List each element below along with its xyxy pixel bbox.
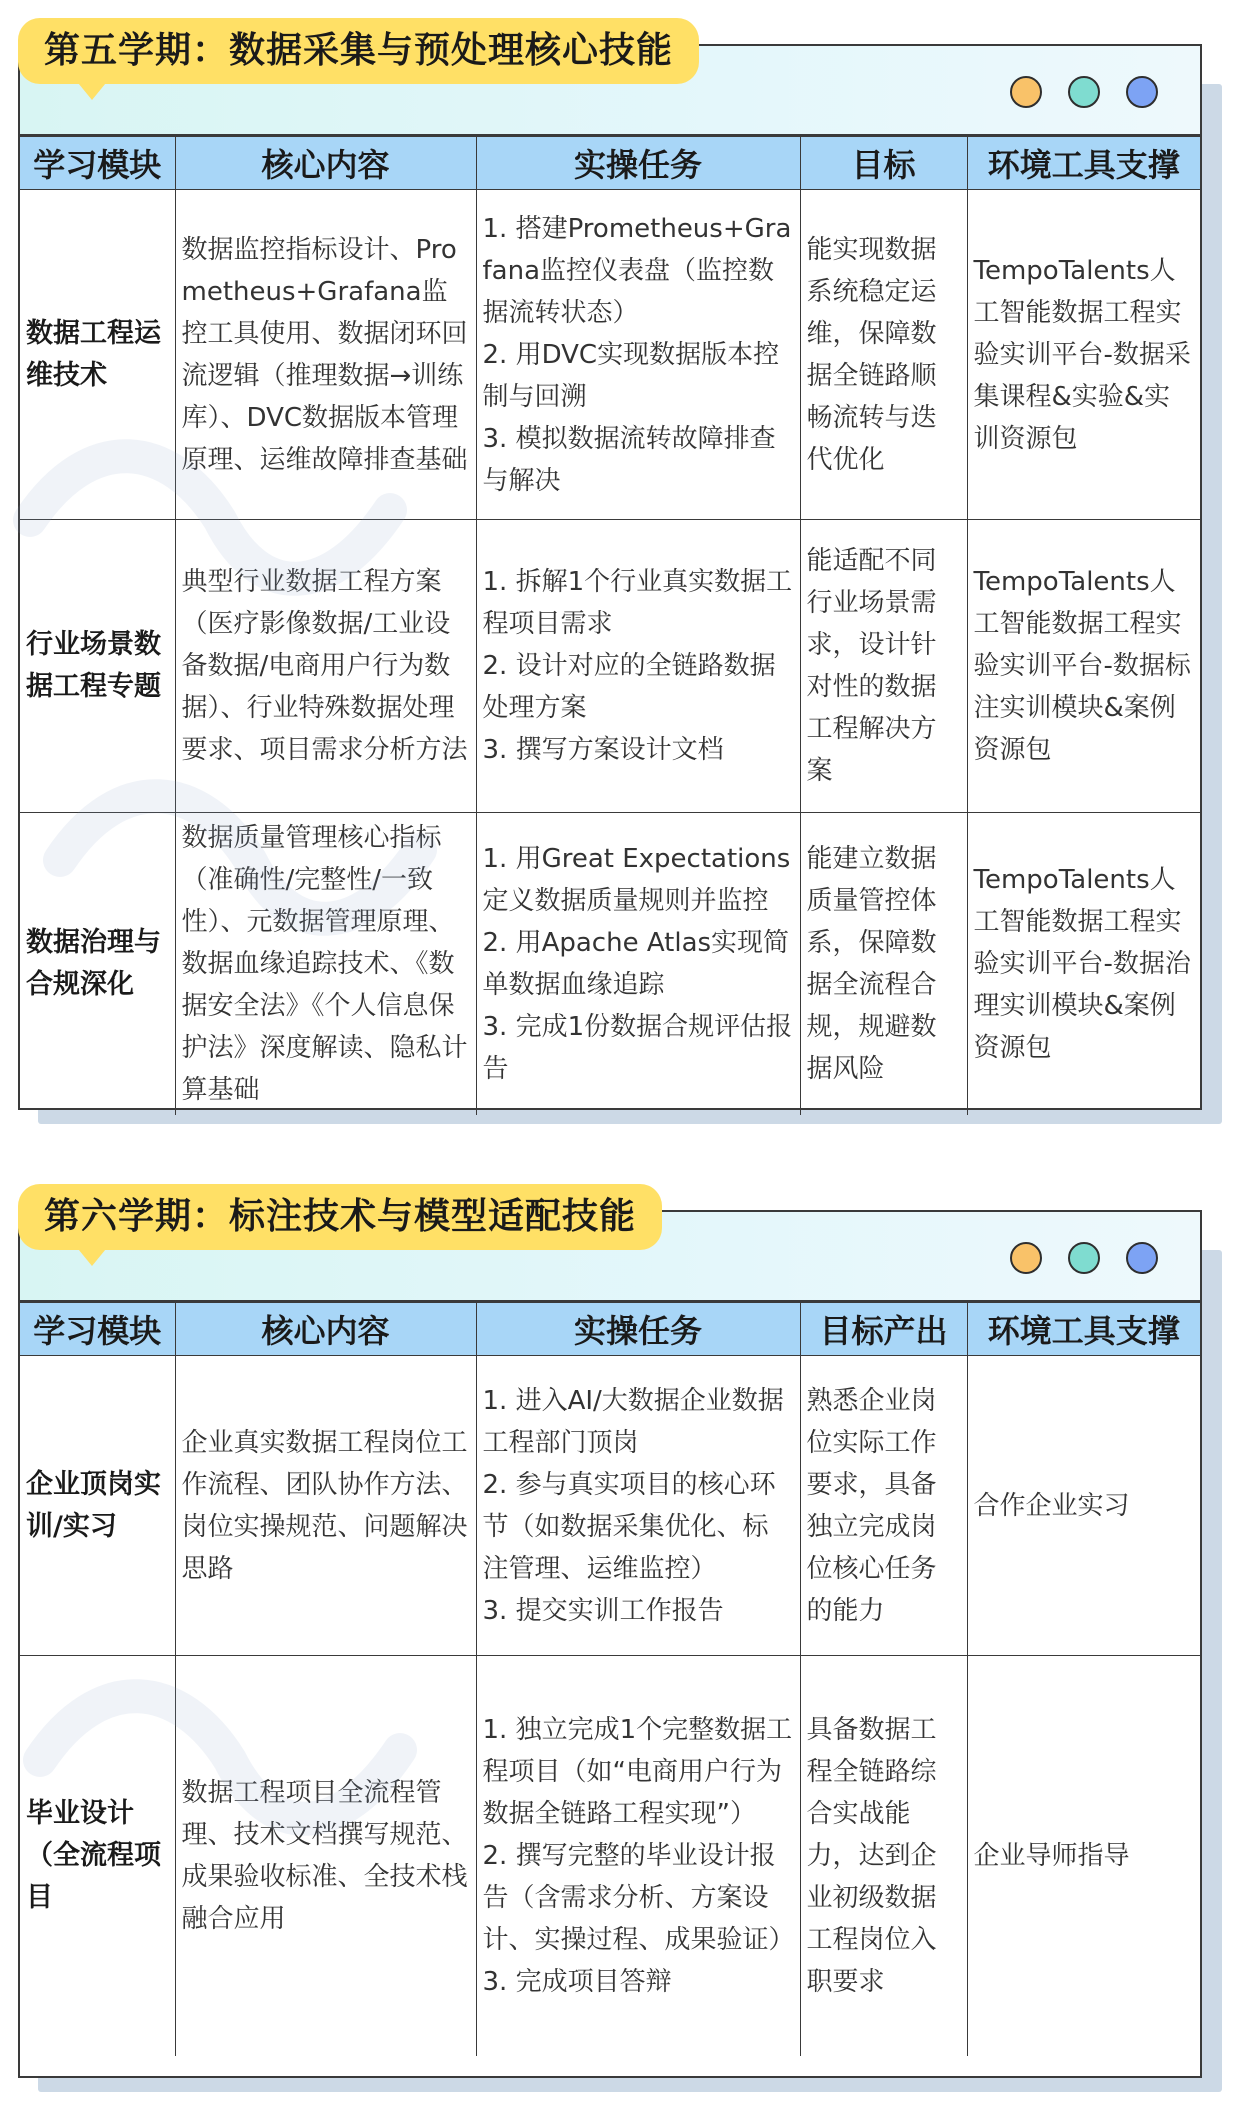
header-tools: 环境工具支撑 bbox=[967, 1303, 1200, 1356]
blue-dot-icon bbox=[1126, 76, 1158, 108]
header-module: 学习模块 bbox=[20, 137, 175, 190]
task-item: 2. 撰写完整的毕业设计报告（含需求分析、方案设计、实操过程、成果验证） bbox=[482, 1840, 795, 1955]
task-item: 1. 独立完成1个完整数据工程项目（如“电商用户行为数据全链路工程实现”） bbox=[482, 1714, 793, 1829]
goal-cell: 能实现数据系统稳定运维，保障数据全链路顺畅流转与迭代优化 bbox=[800, 190, 967, 520]
teal-dot-icon bbox=[1068, 76, 1100, 108]
task-item: 1. 搭建Prometheus+Grafana监控仪表盘（监控数据流转状态） bbox=[482, 213, 792, 328]
header-module: 学习模块 bbox=[20, 1303, 175, 1356]
table-header-row bbox=[20, 1303, 1200, 1356]
task-item: 3. 撰写方案设计文档 bbox=[482, 735, 724, 765]
semester5-card bbox=[18, 44, 1202, 1110]
semester6-card bbox=[18, 1210, 1202, 2078]
tools-cell: TempoTalents人工智能数据工程实验实训平台-数据采集课程&实验&实训资源包 bbox=[967, 190, 1200, 520]
table-row bbox=[20, 1656, 1200, 2056]
window-dots bbox=[1010, 1242, 1158, 1274]
module-cell: 数据治理与合规深化 bbox=[20, 813, 175, 1116]
task-item: 3. 完成项目答辩 bbox=[482, 1966, 672, 1997]
semester6-section bbox=[18, 1184, 1202, 2078]
header-content: 核心内容 bbox=[175, 137, 476, 190]
module-cell: 数据工程运维技术 bbox=[20, 190, 175, 520]
header-content: 核心内容 bbox=[175, 1303, 476, 1356]
tools-cell: TempoTalents人工智能数据工程实验实训平台-数据治理实训模块&案例资源包 bbox=[967, 813, 1200, 1116]
semester5-section bbox=[18, 18, 1202, 1110]
table-row bbox=[20, 813, 1200, 1116]
orange-dot-icon bbox=[1010, 76, 1042, 108]
tools-cell: TempoTalents人工智能数据工程实验实训平台-数据标注实训模块&案例资源包 bbox=[967, 520, 1200, 813]
content-cell: 数据质量管理核心指标（准确性/完整性/一致性）、元数据管理原理、数据血缘追踪技术、《数据安全法》《个人信息保护法》深度解读、隐私计算基础 bbox=[175, 813, 476, 1116]
task-item: 3. 完成1份数据合规评估报告 bbox=[482, 1012, 793, 1084]
tools-cell: 企业导师指导 bbox=[967, 1656, 1200, 2056]
task-item: 3. 提交实训工作报告 bbox=[482, 1595, 724, 1626]
semester6-table bbox=[20, 1302, 1200, 2056]
header-tools: 环境工具支撑 bbox=[967, 137, 1200, 190]
semester5-table bbox=[20, 136, 1200, 1115]
tasks-cell bbox=[476, 520, 800, 813]
table-row bbox=[20, 1356, 1200, 1656]
header-tasks: 实操任务 bbox=[476, 1303, 800, 1356]
content-cell: 数据监控指标设计、Prometheus+Grafana监控工具使用、数据闭环回流逻辑（推理数据→训练库）、DVC数据版本管理原理、运维故障排查基础 bbox=[175, 190, 476, 520]
tasks-cell bbox=[476, 1656, 800, 2056]
task-item: 1. 用Great Expectations定义数据质量规则并监控 bbox=[482, 844, 791, 916]
module-cell: 毕业设计（全流程项目 bbox=[20, 1656, 175, 2056]
orange-dot-icon bbox=[1010, 1242, 1042, 1274]
task-item: 1. 拆解1个行业真实数据工程项目需求 bbox=[482, 567, 793, 639]
table-header-row bbox=[20, 137, 1200, 190]
module-cell: 行业场景数据工程专题 bbox=[20, 520, 175, 813]
goal-cell: 熟悉企业岗位实际工作要求，具备独立完成岗位核心任务的能力 bbox=[800, 1356, 967, 1656]
tools-cell: 合作企业实习 bbox=[967, 1356, 1200, 1656]
task-item: 2. 参与真实项目的核心环节（如数据采集优化、标注管理、运维监控） bbox=[482, 1469, 776, 1584]
header-goal: 目标产出 bbox=[800, 1303, 967, 1356]
tasks-cell bbox=[476, 1356, 800, 1656]
semester5-title: 第五学期：数据采集与预处理核心技能 bbox=[18, 18, 699, 84]
content-cell: 典型行业数据工程方案（医疗影像数据/工业设备数据/电商用户行为数据）、行业特殊数据处理要求、项目需求分析方法 bbox=[175, 520, 476, 813]
tasks-cell bbox=[476, 813, 800, 1116]
blue-dot-icon bbox=[1126, 1242, 1158, 1274]
task-item: 2. 用Apache Atlas实现简单数据血缘追踪 bbox=[482, 928, 790, 1000]
task-item: 2. 用DVC实现数据版本控制与回溯 bbox=[482, 339, 780, 412]
goal-cell: 能适配不同行业场景需求，设计针对性的数据工程解决方案 bbox=[800, 520, 967, 813]
table-row bbox=[20, 190, 1200, 520]
module-cell: 企业顶岗实训/实习 bbox=[20, 1356, 175, 1656]
tasks-cell bbox=[476, 190, 800, 520]
task-item: 3. 模拟数据流转故障排查与解决 bbox=[482, 423, 776, 496]
content-cell: 数据工程项目全流程管理、技术文档撰写规范、成果验收标准、全技术栈融合应用 bbox=[175, 1656, 476, 2056]
semester6-title: 第六学期：标注技术与模型适配技能 bbox=[18, 1184, 662, 1250]
content-cell: 企业真实数据工程岗位工作流程、团队协作方法、岗位实操规范、问题解决思路 bbox=[175, 1356, 476, 1656]
task-item: 2. 设计对应的全链路数据处理方案 bbox=[482, 651, 776, 723]
goal-cell: 具备数据工程全链路综合实战能力，达到企业初级数据工程岗位入职要求 bbox=[800, 1656, 967, 2056]
header-goal: 目标 bbox=[800, 137, 967, 190]
task-item: 1. 进入AI/大数据企业数据工程部门顶岗 bbox=[482, 1385, 784, 1458]
window-dots bbox=[1010, 76, 1158, 108]
teal-dot-icon bbox=[1068, 1242, 1100, 1274]
table-row bbox=[20, 520, 1200, 813]
goal-cell: 能建立数据质量管控体系，保障数据全流程合规，规避数据风险 bbox=[800, 813, 967, 1116]
header-tasks: 实操任务 bbox=[476, 137, 800, 190]
